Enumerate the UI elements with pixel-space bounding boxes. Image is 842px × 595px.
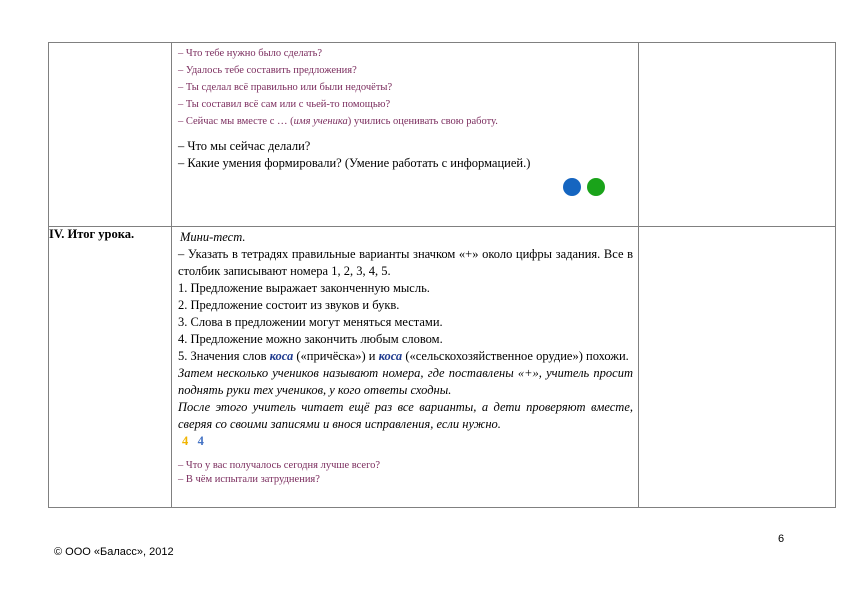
notes-cell-empty bbox=[639, 43, 836, 227]
reflection-question-1: – Что тебе нужно было сделать? bbox=[178, 48, 323, 59]
mini-test-title: Мини-тест. bbox=[180, 230, 246, 244]
summary-question-1: – Что мы сейчас делали? bbox=[178, 139, 311, 153]
test-item-4: 4. Предложение можно закончить любым словом. bbox=[178, 332, 443, 346]
test-instruction: – Указать в тетрадях правильные варианты значком «+» около цифры задания. Все в столбик записывают номера 1, 2, 3, 4, 5. bbox=[178, 247, 633, 278]
final-question-2: – В чём испытали затруднения? bbox=[178, 474, 320, 485]
page-number: 6 bbox=[778, 533, 785, 545]
summary-question-2: – Какие умения формировали? (Умение работать с информацией.) bbox=[178, 156, 531, 170]
stage-cell-empty bbox=[49, 43, 172, 227]
table-row bbox=[49, 43, 836, 227]
test-item-3: 3. Слова в предложении могут меняться местами. bbox=[178, 315, 443, 329]
teacher-note-2: После этого учитель читает ещё раз все варианты, а дети проверяют вместе, сверяя со своими записями и внося исправления, если нужно. bbox=[178, 400, 633, 431]
test-item-2: 2. Предложение состоит из звуков и букв. bbox=[178, 298, 400, 312]
test-item-5: 5. Значения слов коса («причёска») и коса («сельскохозяйственное орудие») похожи. bbox=[178, 349, 629, 363]
colored-numbers bbox=[178, 433, 633, 450]
blue-dot-icon bbox=[563, 178, 581, 196]
green-dot-icon bbox=[587, 178, 605, 196]
reflection-question-4: – Ты составил всё сам или с чьей-то помощью? bbox=[178, 99, 391, 110]
table-row bbox=[49, 227, 836, 508]
content-cell bbox=[172, 43, 639, 227]
yellow-number: 4 bbox=[182, 434, 189, 448]
reflection-question-3: – Ты сделал всё правильно или были недочёты? bbox=[178, 82, 393, 93]
evaluation-line: – Сейчас мы вместе с … (имя ученика) учились оценивать свою работу. bbox=[178, 116, 498, 127]
test-item-1: 1. Предложение выражает законченную мысль. bbox=[178, 281, 430, 295]
lesson-table bbox=[48, 42, 836, 508]
indicator-dots bbox=[178, 178, 633, 200]
copyright-footer: © ООО «Баласс», 2012 bbox=[54, 546, 174, 558]
reflection-question-2: – Удалось тебе составить предложения? bbox=[178, 65, 357, 76]
stage-title: IV. Итог урока. bbox=[49, 227, 172, 508]
content-cell bbox=[172, 227, 639, 508]
teacher-note-1: Затем несколько учеников называют номера, где поставлены «+», учитель просит поднять руки тех учеников, у кого ответы сходны. bbox=[178, 366, 633, 397]
final-question-1: – Что у вас получалось сегодня лучше всего? bbox=[178, 460, 381, 471]
blue-number: 4 bbox=[197, 434, 204, 448]
notes-cell-empty bbox=[639, 227, 836, 508]
